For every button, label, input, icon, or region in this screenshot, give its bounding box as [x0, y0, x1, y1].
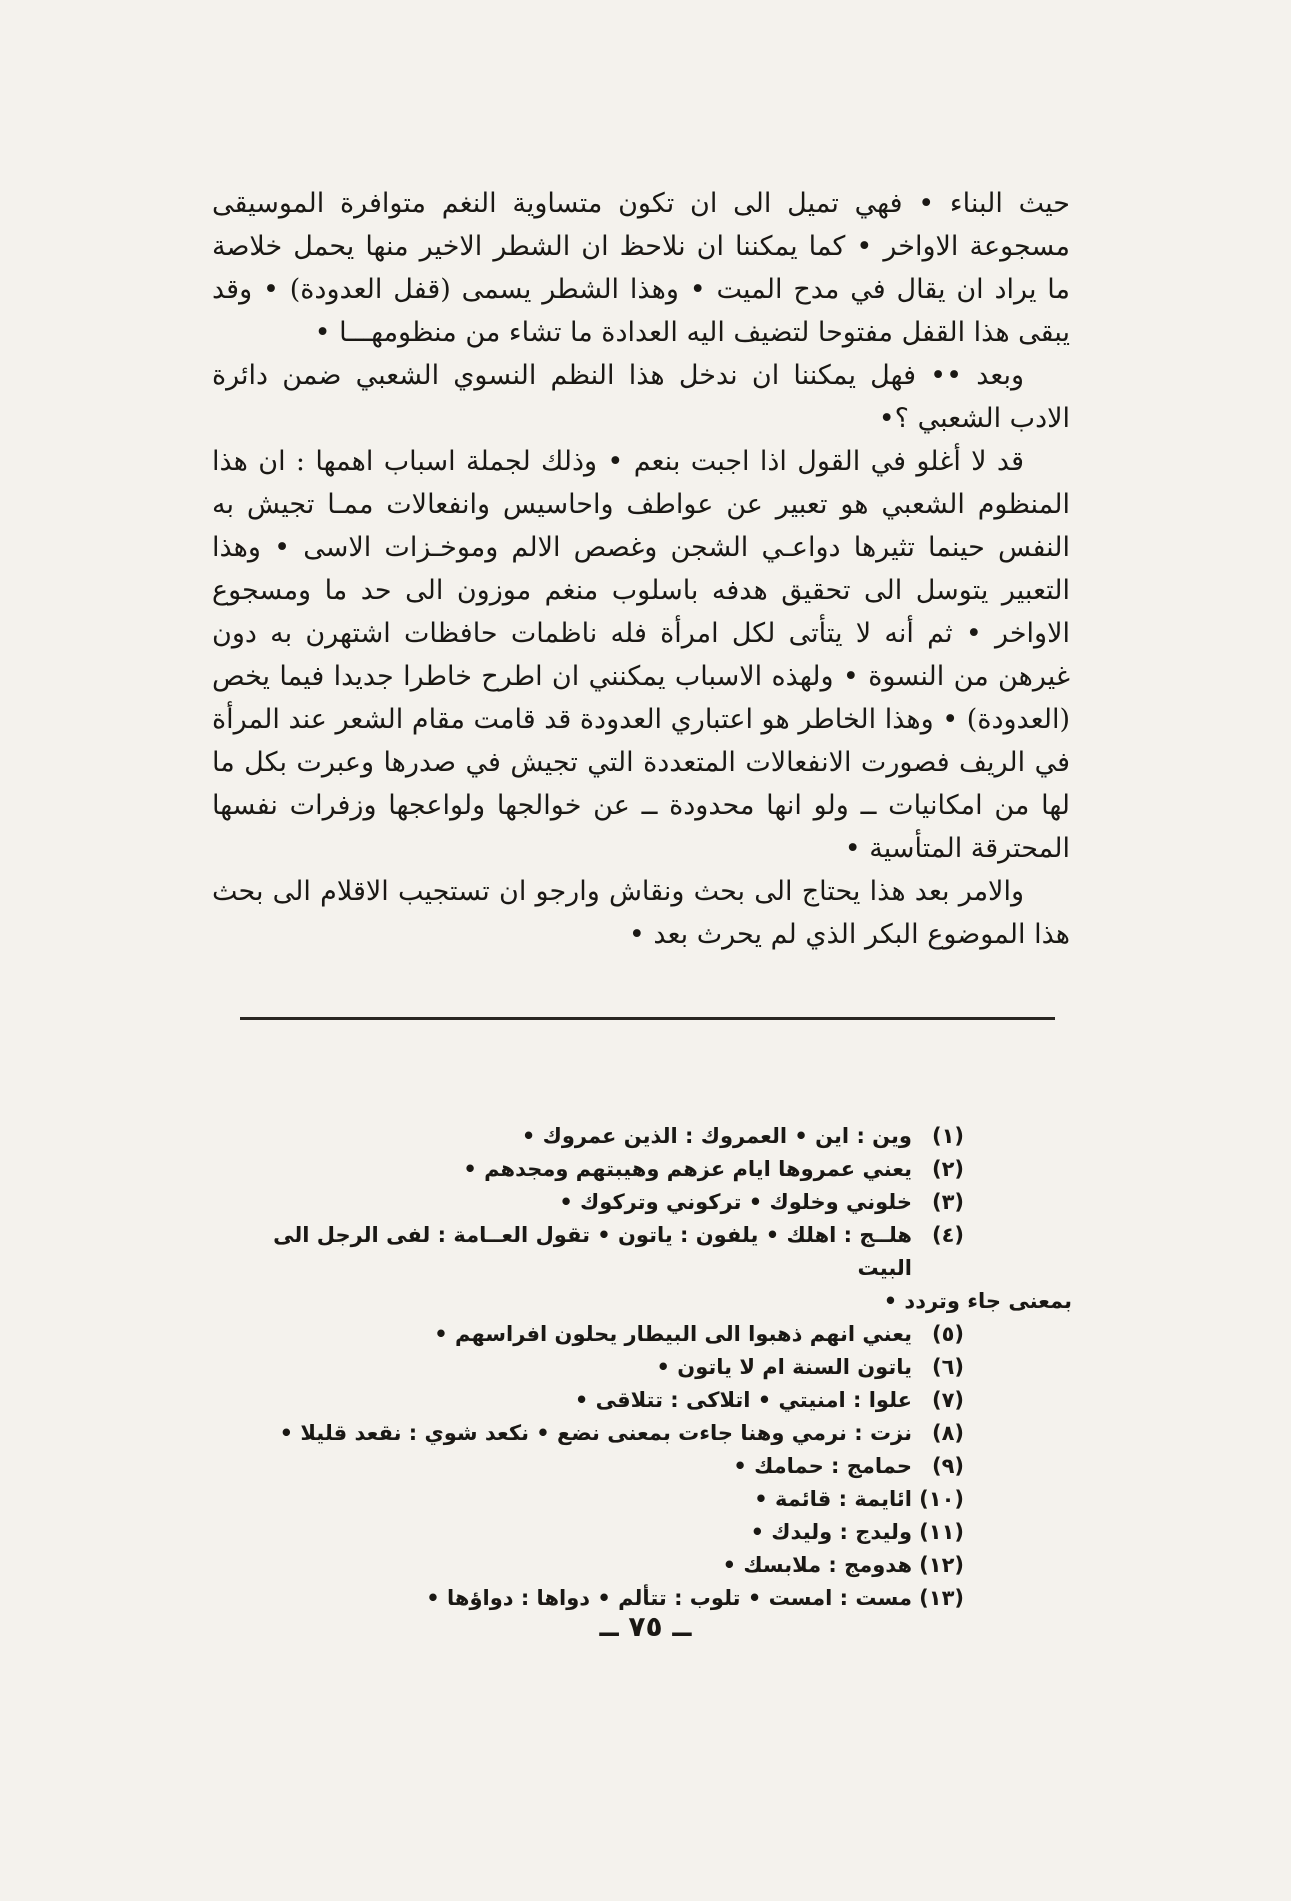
- footnote-12: [212, 1549, 1072, 1582]
- footnote-text: هدومج : ملابسك •: [722, 1553, 912, 1577]
- footnote-8: [212, 1417, 1072, 1450]
- footnote-text: يعني عمروها ايام عزهم وهيبتهم ومجدهم •: [463, 1157, 912, 1181]
- footnote-divider: [240, 1017, 1055, 1020]
- footnote-number: (٤): [931, 1223, 964, 1247]
- footnote-text: ياتون السنة ام لا ياتون •: [656, 1355, 912, 1379]
- paragraph-2: وبعد •• فهل يمكننا ان ندخل هذا النظم النسوي الشعبي ضمن دائرة الادب الشعبي ؟•: [212, 360, 1070, 434]
- paragraph-3: قد لا أغلو في القول اذا اجبت بنعم • وذلك لجملة اسباب اهمها : ان هذا المنظوم الشعبي هو تعبير عن عواطف واحاسيس وانفعالات ممـا تجيش به النفس حينما تثيرها دواعـي الشجن وغصص الالم وموخـزات الاسى • وهذا التعبير يتوسل الى تحقيق هدفه باسلوب منغم موزون الى حد ما ومسجوع الاواخر • ثم أنه لا يتأتى لكل امرأة فله ناظمات حافظات اشتهرن به دون غيرهن من النسوة • ولهذه الاسباب يمكنني ان اطرح خاطرا جديدا فيما يخص (العدودة) • وهذا الخاطر هو اعتباري العدودة قد قامت مقام الشعر عند المرأة في الريف فصورت الانفعالات المتعددة التي تجيش في صدرها وعبرت بكل ما لها من امكانيات ــ ولو انها محدودة ــ عن خوالجها ولواعجها وزفرات نفسها المحترقة المتأسية •: [212, 446, 1070, 864]
- paragraph-4: والامر بعد هذا يحتاج الى بحث ونقاش وارجو ان تستجيب الاقلام الى بحث هذا الموضوع البكر الذي لم يحرث بعد •: [212, 876, 1070, 950]
- main-text: [212, 182, 1070, 956]
- footnote-4: [212, 1219, 1072, 1285]
- footnote-number: (٥): [931, 1322, 964, 1346]
- footnote-text: يعني انهم ذهبوا الى البيطار يحلون افراسهم •: [434, 1322, 912, 1346]
- footnote-number: (١١): [919, 1520, 964, 1544]
- footnote-11: [212, 1516, 1072, 1549]
- footnote-7: [212, 1384, 1072, 1417]
- paragraph-1: حيث البناء • فهي تميل الى ان تكون متساوية النغم متوافرة الموسيقى مسجوعة الاواخر • كما يمكننا ان نلاحظ ان الشطر الاخير منها يحمل خلاصة ما يراد ان يقال في مدح الميت • وهذا الشطر يسمى (قفل العدودة) • وقد يبقى هذا القفل مفتوحا لتضيف اليه العدادة ما تشاء من منظومهـــا •: [212, 188, 1070, 348]
- footnote-3: [212, 1186, 1072, 1219]
- page-number: ــ ٧٥ ــ: [599, 1610, 692, 1643]
- footnote-text: وليدج : وليدك •: [750, 1520, 912, 1544]
- footnote-number: (١): [931, 1124, 964, 1148]
- footnote-6: [212, 1351, 1072, 1384]
- footnote-2: [212, 1153, 1072, 1186]
- footnote-text: هلــج : اهلك • يلفون : ياتون • تقول العــامة : لفى الرجل الى البيت: [273, 1223, 912, 1280]
- footnote-text: بمعنى جاء وتردد •: [883, 1289, 1072, 1313]
- footnote-number: (٣): [931, 1190, 964, 1214]
- footnote-number: (١٣): [919, 1586, 964, 1610]
- footnote-text: علوا : امنيتي • اتلاكى : تتلاقى •: [574, 1388, 912, 1412]
- footnote-text: ائايمة : قائمة •: [754, 1487, 912, 1511]
- footnote-number: (١٠): [919, 1487, 964, 1511]
- footnote-text: مست : امست • تلوب : تتألم • دواها : دواؤها •: [426, 1586, 912, 1610]
- footnote-text: وين : اين • العمروك : الذين عمروك •: [521, 1124, 912, 1148]
- footnote-text: حمامج : حمامك •: [733, 1454, 912, 1478]
- footnote-text: نزت : نرمي وهنا جاءت بمعنى نضع • نكعد شوي : نقعد قليلا •: [279, 1421, 912, 1445]
- footnote-9: [212, 1450, 1072, 1483]
- footnote-number: (٢): [931, 1157, 964, 1181]
- footnote-5: [212, 1318, 1072, 1351]
- footnote-number: (٦): [931, 1355, 964, 1379]
- footnotes: [212, 1120, 1072, 1615]
- footnote-number: (٨): [931, 1421, 964, 1445]
- footnote-1: [212, 1120, 1072, 1153]
- footnote-number: (٧): [931, 1388, 964, 1412]
- footnote-number: (٩): [931, 1454, 964, 1478]
- footnote-4-continuation: [212, 1285, 1072, 1318]
- footnote-text: خلوني وخلوك • تركوني وتركوك •: [559, 1190, 912, 1214]
- footnote-10: [212, 1483, 1072, 1516]
- footnote-number: (١٢): [919, 1553, 964, 1577]
